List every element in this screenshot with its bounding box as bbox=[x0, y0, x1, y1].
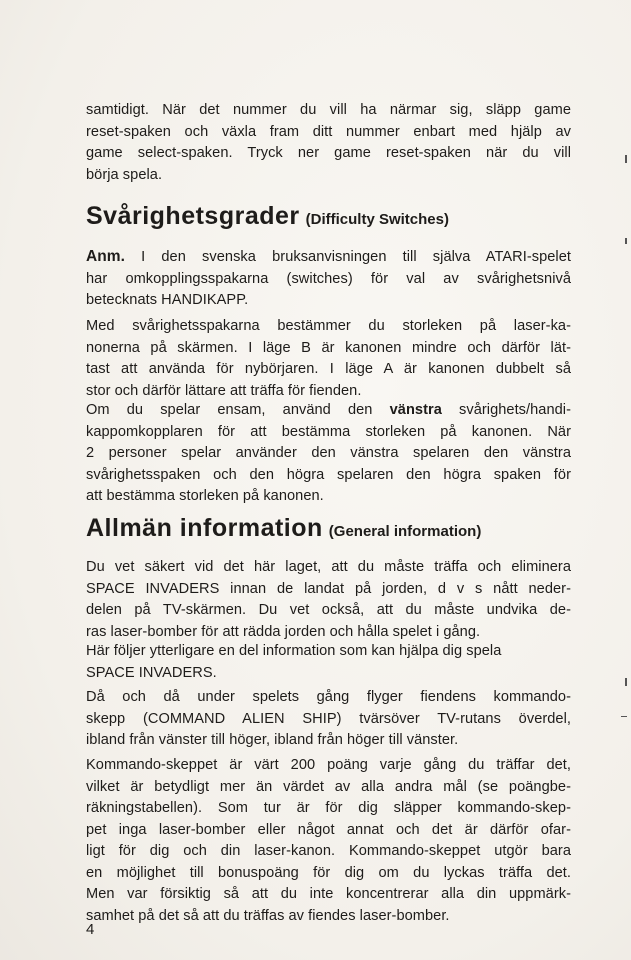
text-line: Här följer ytterligare en del information som kan hjälpa dig spela bbox=[86, 643, 502, 659]
text-line: ligt för dig och din laser-kanon. Kommando-skeppet utgör bara bbox=[86, 843, 571, 859]
scan-mark bbox=[625, 678, 627, 686]
text-line: ibland från vänster till höger, ibland från höger till vänster. bbox=[86, 732, 459, 748]
text-line: samtidigt. När det nummer du vill ha närmar sig, släpp game bbox=[86, 102, 571, 118]
text-line: game select-spaken. Tryck ner game reset-spaken när du vill bbox=[86, 145, 571, 161]
text-line: tast att använda för nybörjaren. I läge A är kanonen dubbelt så bbox=[86, 361, 571, 377]
text-line: en möjlighet till bonuspoäng för dig om du lyckas träffa det. bbox=[86, 864, 571, 881]
scan-mark bbox=[625, 238, 627, 244]
text-line: att bestämma storleken på kanonen. bbox=[86, 488, 324, 504]
general-paragraph-3 bbox=[86, 687, 571, 752]
text-line: kappomkopplaren för att bestämma storleken på kanonen. När bbox=[86, 423, 571, 440]
text-line: har omkopplingsspakarna (switches) för val av svårighetsnivå bbox=[86, 270, 571, 287]
text-line: SPACE INVADERS innan de landat på jorden, d v s nått neder- bbox=[86, 580, 571, 597]
text-line: Då och då under spelets gång flyger fiendens kommando- bbox=[86, 689, 571, 705]
note-label: Anm. bbox=[86, 248, 125, 265]
text-line: 2 personer spelar använder den vänstra spelaren den vänstra bbox=[86, 445, 571, 461]
text-line bbox=[86, 246, 571, 269]
text-segment: Om du spelar ensam, använd den bbox=[86, 402, 390, 418]
scan-mark bbox=[625, 155, 627, 163]
section-title: Svårighetsgrader bbox=[86, 202, 300, 230]
general-paragraph-4 bbox=[86, 755, 571, 927]
text-line: svårighetsspaken och den högra spelaren den högra spaken för bbox=[86, 466, 571, 483]
section-heading-difficulty bbox=[86, 202, 449, 231]
text-line: betecknats HANDIKAPP. bbox=[86, 292, 249, 308]
section-title: Allmän information bbox=[86, 514, 323, 542]
intro-paragraph bbox=[86, 100, 571, 186]
difficulty-paragraph-1 bbox=[86, 316, 571, 402]
text-line: börja spela. bbox=[86, 166, 163, 183]
emphasis-text: vänstra bbox=[389, 402, 442, 418]
text-line: Men var försiktig så att du inte koncentrerar alla din uppmärk- bbox=[86, 886, 571, 902]
text-line: vilket är betydligt mer än värdet av alla andra mål (se poängbe- bbox=[86, 778, 571, 795]
note-text: I den svenska bruksanvisningen till själva ATARI-spelet bbox=[124, 249, 571, 265]
section-subtitle: (General information) bbox=[328, 523, 482, 540]
text-line: skepp (COMMAND ALIEN SHIP) tvärsöver TV-rutans överdel, bbox=[86, 710, 571, 727]
text-line: samhet på det så att du träffas av fiendes laser-bomber. bbox=[86, 907, 450, 924]
text-line bbox=[86, 400, 571, 422]
scan-mark bbox=[621, 716, 627, 717]
text-line: reset-spaken och växla fram ditt nummer enbart med hjälp av bbox=[86, 123, 571, 140]
text-line: delen på TV-skärmen. Du vet också, att du måste undvika de- bbox=[86, 602, 571, 618]
text-line: nonerna på skärmen. I läge B är kanonen mindre och därför lät- bbox=[86, 339, 571, 356]
text-line: SPACE INVADERS. bbox=[86, 664, 217, 681]
text-line: Med svårighetsspakarna bestämmer du storleken på laser-ka- bbox=[86, 318, 571, 334]
general-paragraph-2 bbox=[86, 641, 571, 684]
difficulty-paragraph-2 bbox=[86, 400, 571, 508]
text-line: Kommando-skeppet är värt 200 poäng varje gång du träffar det, bbox=[86, 757, 571, 773]
section-subtitle: (Difficulty Switches) bbox=[305, 211, 449, 228]
text-line: Du vet säkert vid det här laget, att du måste träffa och eliminera bbox=[86, 559, 571, 575]
text-line: pet inga laser-bomber eller något annat och det är därför ofar- bbox=[86, 821, 571, 838]
text-line: ras laser-bomber för att rädda jorden och hålla spelet i gång. bbox=[86, 623, 481, 640]
note-paragraph bbox=[86, 246, 571, 312]
general-paragraph-1 bbox=[86, 557, 571, 643]
page-number: 4 bbox=[86, 921, 95, 938]
text-segment: svårighets/handi- bbox=[441, 402, 572, 418]
text-line: stor och därför lättare att träffa för fienden. bbox=[86, 382, 362, 399]
text-line: räkningstabellen). Som tur är för dig släpper kommando-skep- bbox=[86, 800, 571, 816]
section-heading-general bbox=[86, 514, 481, 543]
